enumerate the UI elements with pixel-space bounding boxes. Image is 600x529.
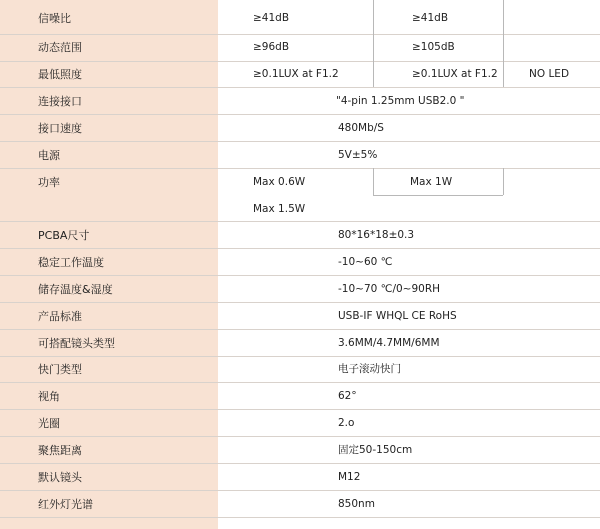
table-row: [0, 302, 600, 330]
spec-label-ir-spectrum: 红外灯光谱: [38, 498, 93, 511]
spec-label-default-lens: 默认镜头: [38, 471, 82, 484]
spec-value: "4-pin 1.25mm USB2.0 ": [336, 95, 465, 107]
table-row: [0, 114, 600, 142]
cell-border: [503, 168, 504, 195]
table-row: [0, 463, 600, 491]
table-row: [0, 221, 600, 249]
spec-value: ≥96dB: [253, 41, 290, 53]
spec-value: ≥41dB: [253, 12, 290, 24]
table-row: [0, 34, 600, 62]
spec-label-interface: 连接接口: [38, 95, 82, 108]
spec-label-shutter: 快门类型: [38, 363, 82, 376]
spec-value: 2.o: [338, 417, 355, 429]
spec-value: 3.6MM/4.7MM/6MM: [338, 337, 440, 349]
table-row: [0, 0, 600, 35]
table-row: [0, 87, 600, 115]
spec-label-aperture: 光圈: [38, 417, 60, 430]
spec-value: 5V±5%: [338, 149, 378, 161]
spec-value: Max 1.5W: [253, 203, 306, 215]
spec-value: ≥41dB: [412, 12, 449, 24]
spec-value: Max 0.6W: [253, 176, 306, 188]
spec-value: 480Mb/S: [338, 122, 384, 134]
spec-value: 电子滚动快门: [338, 363, 401, 375]
spec-label-power: 功率: [38, 176, 60, 189]
spec-label-focus-distance: 聚焦距离: [38, 444, 82, 457]
spec-label-snr: 信噪比: [38, 12, 71, 25]
spec-label-storage-temp: 储存温度&湿度: [38, 283, 113, 296]
spec-label-standards: 产品标准: [38, 310, 82, 323]
spec-value: 80*16*18±0.3: [338, 229, 415, 241]
spec-value: ≥105dB: [412, 41, 455, 53]
spec-value: 62°: [338, 390, 357, 402]
spec-label-min-illumination: 最低照度: [38, 68, 82, 81]
spec-value: 固定50-150cm: [338, 444, 413, 456]
spec-label-dynamic-range: 动态范围: [38, 41, 82, 54]
table-row: [0, 436, 600, 464]
spec-value: USB-IF WHQL CE RoHS: [338, 310, 457, 322]
spec-value: M12: [338, 471, 361, 483]
spec-label-view-angle: 视角: [38, 390, 60, 403]
spec-value: -10~60 ℃: [338, 256, 393, 268]
spec-label-power-supply: 电源: [38, 149, 60, 162]
cell-border: [373, 195, 503, 196]
cell-border: [373, 168, 374, 195]
table-row: [0, 141, 600, 169]
spec-value: -10~70 ℃/0~90RH: [338, 283, 441, 295]
spec-label-operating-temp: 稳定工作温度: [38, 256, 104, 269]
spec-label-interface-speed: 接口速度: [38, 122, 82, 135]
table-row: [0, 409, 600, 437]
cell-border: [503, 0, 504, 87]
spec-label-lens-types: 可搭配镜头类型: [38, 337, 115, 350]
table-row: [0, 382, 600, 410]
spec-value: ≥0.1LUX at F1.2: [253, 68, 339, 80]
spec-value: ≥0.1LUX at F1.2: [412, 68, 498, 80]
cell-border: [373, 0, 374, 87]
spec-value: Max 1W: [410, 176, 453, 188]
spec-value: 850nm: [338, 498, 375, 510]
spec-value: NO LED: [529, 68, 570, 80]
spec-label-pcba-size: PCBA尺寸: [38, 229, 90, 242]
table-row: [0, 356, 600, 383]
